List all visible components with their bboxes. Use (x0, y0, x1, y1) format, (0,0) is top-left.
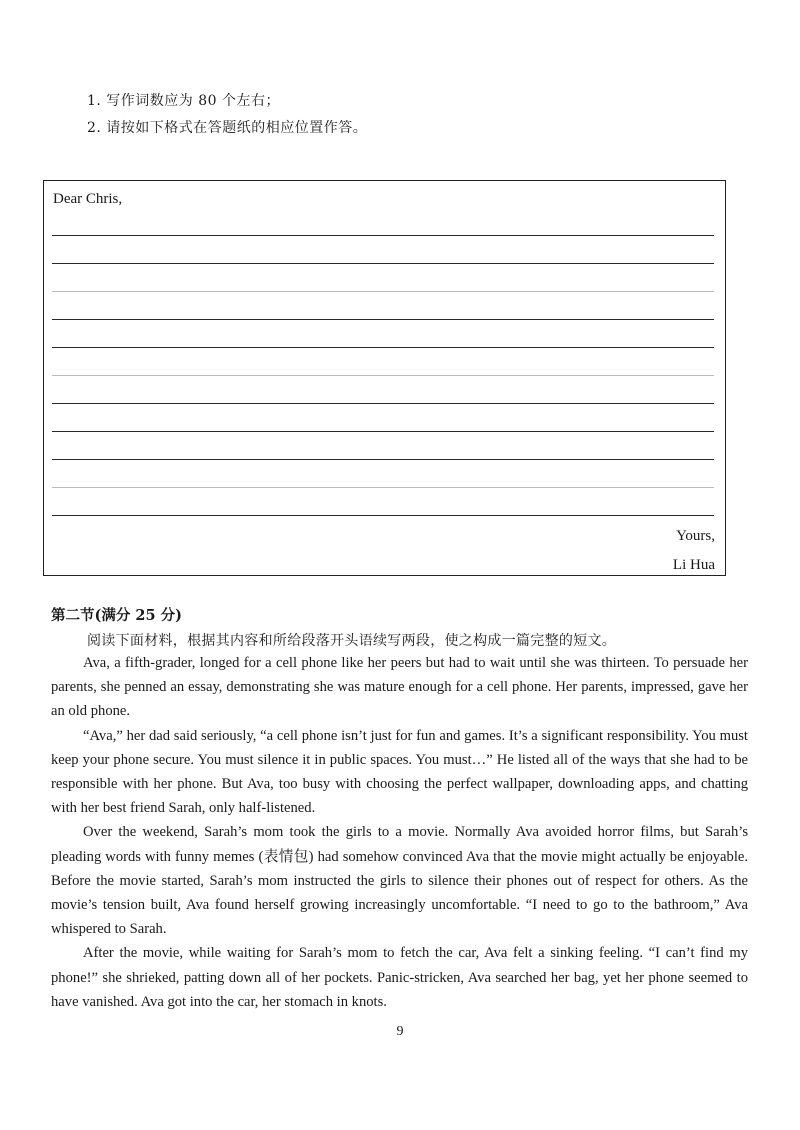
letter-greeting: Dear Chris, (53, 191, 123, 207)
writing-line (52, 431, 714, 432)
writing-line (52, 319, 714, 320)
section-instruction: 阅读下面材料，根据其内容和所给段落开头语续写两段，使之构成一篇完整的短文。 (87, 633, 617, 649)
story-paragraph-4: After the movie, while waiting for Sarah’s mom to fetch the car, Ava felt a sinking feeling. “I can’t find my phone!” she shrieked, patting down all of her pockets. Panic-stricken, Ava searched her bag, yet her phone seemed to have vanished. Ava got into the car, her stomach in knots. (51, 945, 748, 1010)
letter-signature: Li Hua (672, 557, 715, 573)
section-title: 第二节(满分 25 分) (51, 607, 182, 624)
letter-closing: Yours, (676, 528, 715, 544)
letter-answer-box (43, 180, 726, 576)
writing-line (52, 235, 714, 236)
writing-line (52, 347, 714, 348)
writing-requirement-2: 2. 请按如下格式在答题纸的相应位置作答。 (87, 120, 368, 136)
writing-line (52, 459, 714, 460)
writing-line (52, 263, 714, 264)
story-paragraph-2: “Ava,” her dad said seriously, “a cell phone isn’t just for fun and games. It’s a significant responsibility. You must keep your phone secure. You must silence it in public spaces. You must…” He listed all of the ways that she had to be responsible with her phone. But Ava, too busy with choosing the perfect wallpaper, downloading apps, and chatting with her best friend Sarah, only half-listened. (51, 727, 748, 817)
writing-line (52, 375, 714, 376)
writing-line (52, 487, 714, 488)
writing-requirement-1: 1. 写作词数应为 80 个左右； (87, 93, 281, 109)
writing-line (52, 291, 714, 292)
writing-line (52, 403, 714, 404)
story-paragraph-1: Ava, a fifth-grader, longed for a cell phone like her peers but had to wait until she was thirteen. To persuade her parents, she penned an essay, demonstrating she was mature enough for a cell phone. Her parents, impressed, gave her an old phone. (51, 655, 748, 720)
page-number: 9 (396, 1024, 404, 1039)
story-text (51, 651, 748, 1014)
story-paragraph-3: Over the weekend, Sarah’s mom took the girls to a movie. Normally Ava avoided horror films, but Sarah’s pleading words with funny memes (表情包) had somehow convinced Ava that the movie might actually be enjoyable. Before the movie started, Sarah’s mom instructed the girls to silence their phones out of respect for others. As the movie’s tension built, Ava found herself growing increasingly uncomfortable. “I need to go to the bathroom,” Ava whispered to Sarah. (51, 824, 748, 938)
writing-line (52, 515, 714, 516)
